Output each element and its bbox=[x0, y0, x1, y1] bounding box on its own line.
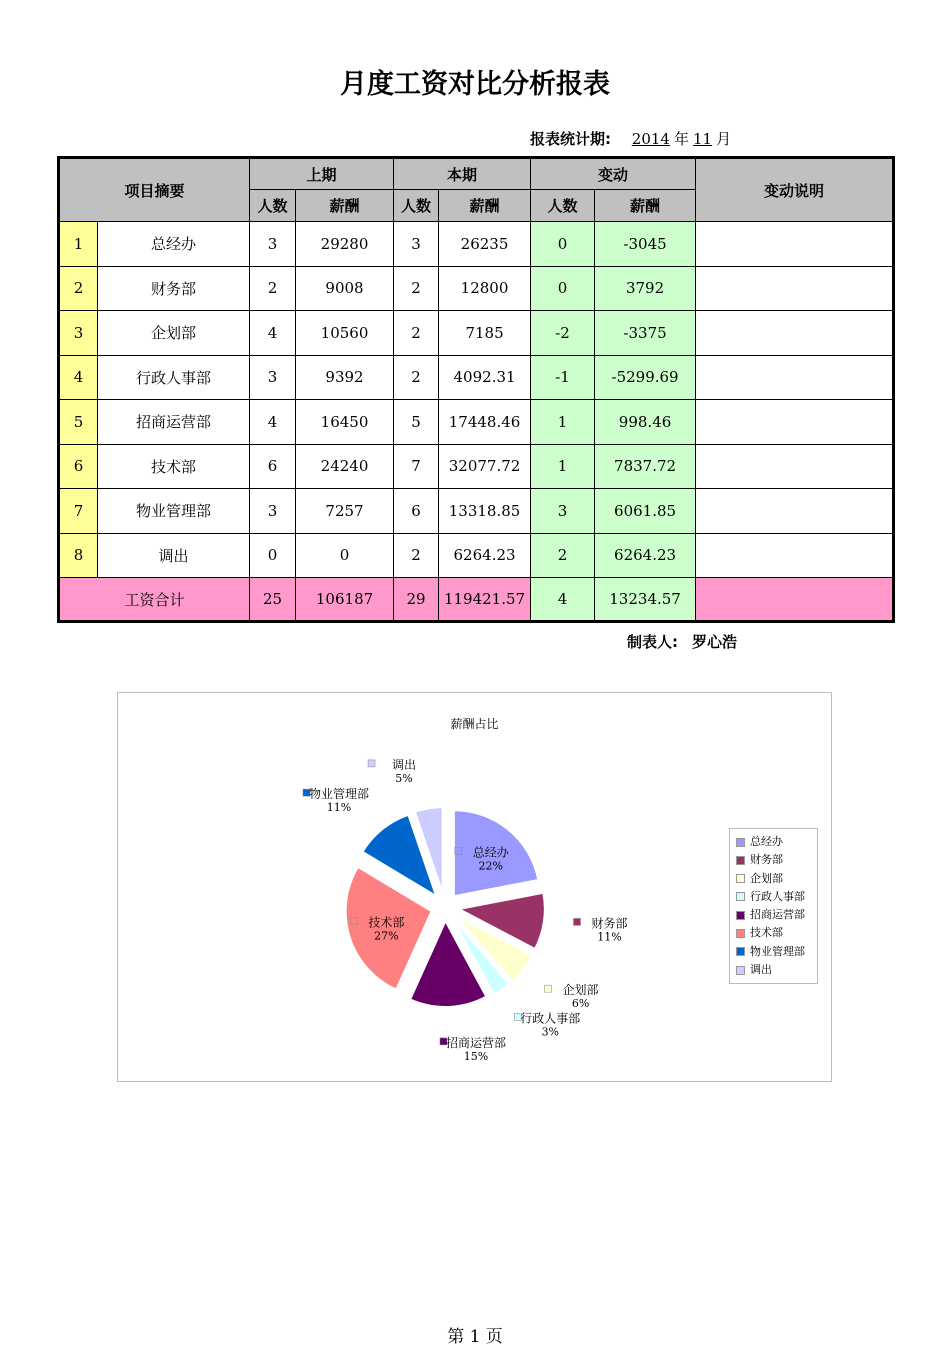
cell-curr-salary: 6264.23 bbox=[439, 533, 531, 578]
total-chg-count: 4 bbox=[531, 578, 595, 622]
cell-curr-salary: 17448.46 bbox=[439, 400, 531, 445]
cell-chg-count: 0 bbox=[531, 266, 595, 311]
cell-prev-salary: 0 bbox=[296, 533, 394, 578]
pie-percent-5: 27% bbox=[374, 929, 399, 943]
period-label: 报表统计期: bbox=[530, 130, 611, 148]
total-row bbox=[59, 578, 894, 622]
legend-swatch bbox=[736, 856, 745, 865]
table-row bbox=[59, 400, 894, 445]
cell-note bbox=[696, 400, 894, 445]
cell-curr-salary: 13318.85 bbox=[439, 489, 531, 534]
header-item: 项目摘要 bbox=[59, 158, 250, 222]
period-year-unit: 年 bbox=[673, 130, 689, 148]
cell-note bbox=[696, 266, 894, 311]
cell-chg-count: 3 bbox=[531, 489, 595, 534]
legend-item bbox=[730, 888, 817, 906]
pie-label-4: 招商运营部 bbox=[445, 1035, 506, 1050]
pie-label-6: 物业管理部 bbox=[308, 787, 369, 802]
legend-label: 招商运营部 bbox=[750, 908, 805, 922]
pie-label-3: 行政人事部 bbox=[520, 1011, 581, 1026]
legend-item bbox=[730, 906, 817, 924]
cell-name: 总经办 bbox=[98, 222, 250, 267]
cell-prev-count: 3 bbox=[250, 222, 296, 267]
legend-label: 财务部 bbox=[750, 853, 783, 867]
cell-name: 技术部 bbox=[98, 444, 250, 489]
pie-percent-2: 6% bbox=[571, 997, 590, 1011]
chart-title: 薪酬占比 bbox=[450, 717, 499, 731]
cell-note bbox=[696, 355, 894, 400]
legend-swatch bbox=[736, 911, 745, 920]
pie-label-marker-2 bbox=[545, 985, 552, 992]
cell-chg-salary: 6264.23 bbox=[595, 533, 696, 578]
cell-curr-count: 2 bbox=[394, 311, 439, 356]
legend-label: 企划部 bbox=[750, 871, 783, 885]
cell-idx: 5 bbox=[59, 400, 98, 445]
cell-prev-salary: 7257 bbox=[296, 489, 394, 534]
cell-name: 企划部 bbox=[98, 311, 250, 356]
table-row bbox=[59, 355, 894, 400]
cell-chg-salary: 3792 bbox=[595, 266, 696, 311]
cell-prev-salary: 16450 bbox=[296, 400, 394, 445]
legend-swatch bbox=[736, 838, 745, 847]
cell-chg-count: 1 bbox=[531, 444, 595, 489]
cell-chg-count: 1 bbox=[531, 400, 595, 445]
cell-idx: 4 bbox=[59, 355, 98, 400]
cell-prev-count: 4 bbox=[250, 311, 296, 356]
cell-idx: 8 bbox=[59, 533, 98, 578]
table-row bbox=[59, 311, 894, 356]
total-prev-count: 25 bbox=[250, 578, 296, 622]
pie-percent-3: 3% bbox=[541, 1025, 560, 1039]
chart-legend bbox=[729, 828, 818, 984]
cell-curr-count: 2 bbox=[394, 266, 439, 311]
cell-prev-count: 2 bbox=[250, 266, 296, 311]
legend-item bbox=[730, 924, 817, 942]
pie-percent-0: 22% bbox=[478, 859, 503, 873]
table-row bbox=[59, 533, 894, 578]
pie-label-marker-7 bbox=[368, 760, 375, 767]
header-curr-count: 人数 bbox=[394, 190, 439, 222]
legend-swatch bbox=[736, 947, 745, 956]
header-prev-salary: 薪酬 bbox=[296, 190, 394, 222]
cell-curr-count: 2 bbox=[394, 533, 439, 578]
cell-prev-count: 0 bbox=[250, 533, 296, 578]
cell-idx: 7 bbox=[59, 489, 98, 534]
legend-swatch bbox=[736, 874, 745, 883]
pie-percent-6: 11% bbox=[326, 801, 352, 815]
pie-percent-4: 15% bbox=[463, 1049, 489, 1063]
cell-note bbox=[696, 489, 894, 534]
cell-chg-count: -1 bbox=[531, 355, 595, 400]
pie-label-7: 调出 bbox=[392, 757, 417, 772]
cell-prev-count: 3 bbox=[250, 355, 296, 400]
cell-idx: 6 bbox=[59, 444, 98, 489]
cell-name: 调出 bbox=[98, 533, 250, 578]
pie-label-5: 技术部 bbox=[368, 915, 405, 930]
cell-chg-count: -2 bbox=[531, 311, 595, 356]
cell-note bbox=[696, 222, 894, 267]
pie-percent-7: 5% bbox=[395, 771, 413, 785]
legend-swatch bbox=[736, 929, 745, 938]
pie-label-1: 财务部 bbox=[591, 916, 628, 931]
legend-swatch bbox=[736, 966, 745, 975]
cell-curr-salary: 12800 bbox=[439, 266, 531, 311]
cell-idx: 3 bbox=[59, 311, 98, 356]
cell-prev-salary: 9392 bbox=[296, 355, 394, 400]
maker-label: 制表人: bbox=[627, 633, 678, 651]
pie-label-0: 总经办 bbox=[472, 845, 509, 860]
pie-label-marker-0 bbox=[455, 847, 462, 854]
header-curr: 本期 bbox=[394, 158, 531, 190]
legend-swatch bbox=[736, 892, 745, 901]
cell-prev-count: 3 bbox=[250, 489, 296, 534]
cell-chg-salary: -3375 bbox=[595, 311, 696, 356]
cell-curr-count: 5 bbox=[394, 400, 439, 445]
report-period bbox=[530, 128, 731, 149]
legend-label: 调出 bbox=[750, 963, 772, 977]
cell-chg-salary: 998.46 bbox=[595, 400, 696, 445]
header-prev-count: 人数 bbox=[250, 190, 296, 222]
cell-prev-salary: 29280 bbox=[296, 222, 394, 267]
cell-name: 招商运营部 bbox=[98, 400, 250, 445]
cell-prev-count: 6 bbox=[250, 444, 296, 489]
total-curr-salary: 119421.57 bbox=[439, 578, 531, 622]
legend-item bbox=[730, 833, 817, 851]
total-curr-count: 29 bbox=[394, 578, 439, 622]
cell-chg-count: 0 bbox=[531, 222, 595, 267]
table-row bbox=[59, 444, 894, 489]
total-chg-salary: 13234.57 bbox=[595, 578, 696, 622]
header-chg-salary: 薪酬 bbox=[595, 190, 696, 222]
table-row bbox=[59, 222, 894, 267]
pie-label-marker-5 bbox=[350, 918, 357, 925]
cell-prev-salary: 9008 bbox=[296, 266, 394, 311]
header-chg-count: 人数 bbox=[531, 190, 595, 222]
pie-label-marker-1 bbox=[574, 918, 581, 925]
cell-chg-salary: 6061.85 bbox=[595, 489, 696, 534]
legend-label: 行政人事部 bbox=[750, 889, 805, 903]
cell-prev-count: 4 bbox=[250, 400, 296, 445]
pie-percent-1: 11% bbox=[597, 930, 622, 944]
cell-curr-salary: 32077.72 bbox=[439, 444, 531, 489]
cell-idx: 1 bbox=[59, 222, 98, 267]
cell-curr-count: 2 bbox=[394, 355, 439, 400]
cell-curr-salary: 26235 bbox=[439, 222, 531, 267]
cell-name: 行政人事部 bbox=[98, 355, 250, 400]
period-month-unit: 月 bbox=[716, 130, 732, 148]
total-label: 工资合计 bbox=[59, 578, 250, 622]
pie-svg bbox=[118, 693, 831, 1081]
page-footer: 第 1 页 bbox=[447, 1327, 503, 1347]
legend-item bbox=[730, 961, 817, 979]
maker-name: 罗心浩 bbox=[692, 633, 738, 651]
legend-label: 总经办 bbox=[750, 835, 783, 848]
legend-item bbox=[730, 851, 817, 869]
legend-label: 物业管理部 bbox=[750, 944, 805, 958]
legend-label: 技术部 bbox=[750, 926, 783, 940]
cell-note bbox=[696, 444, 894, 489]
period-year: 2014 bbox=[631, 130, 670, 148]
cell-name: 物业管理部 bbox=[98, 489, 250, 534]
header-change: 变动 bbox=[531, 158, 696, 190]
cell-prev-salary: 10560 bbox=[296, 311, 394, 356]
legend-item bbox=[730, 943, 817, 961]
header-note: 变动说明 bbox=[696, 158, 894, 222]
cell-prev-salary: 24240 bbox=[296, 444, 394, 489]
cell-note bbox=[696, 311, 894, 356]
cell-chg-count: 2 bbox=[531, 533, 595, 578]
cell-curr-count: 6 bbox=[394, 489, 439, 534]
header-prev: 上期 bbox=[250, 158, 394, 190]
cell-idx: 2 bbox=[59, 266, 98, 311]
cell-note bbox=[696, 533, 894, 578]
cell-curr-salary: 4092.31 bbox=[439, 355, 531, 400]
salary-table bbox=[57, 156, 895, 623]
total-prev-salary: 106187 bbox=[296, 578, 394, 622]
table-row bbox=[59, 266, 894, 311]
cell-curr-count: 3 bbox=[394, 222, 439, 267]
cell-name: 财务部 bbox=[98, 266, 250, 311]
cell-chg-salary: -5299.69 bbox=[595, 355, 696, 400]
cell-curr-count: 7 bbox=[394, 444, 439, 489]
cell-curr-salary: 7185 bbox=[439, 311, 531, 356]
legend-item bbox=[730, 870, 817, 888]
cell-chg-salary: -3045 bbox=[595, 222, 696, 267]
cell-chg-salary: 7837.72 bbox=[595, 444, 696, 489]
total-note bbox=[696, 578, 894, 622]
table-row bbox=[59, 489, 894, 534]
period-month: 11 bbox=[692, 130, 713, 148]
pie-label-2: 企划部 bbox=[562, 983, 599, 998]
header-curr-salary: 薪酬 bbox=[439, 190, 531, 222]
report-title: 月度工资对比分析报表 bbox=[340, 69, 610, 100]
maker-line bbox=[627, 631, 737, 652]
salary-pie-chart bbox=[117, 692, 832, 1082]
